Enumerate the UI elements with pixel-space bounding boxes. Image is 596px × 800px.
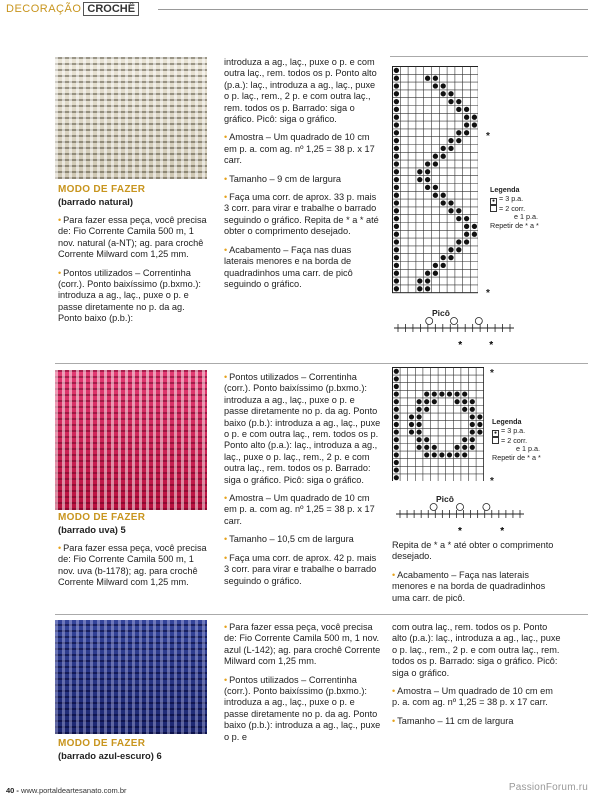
pico-label: Picô: [432, 308, 450, 318]
legend-repeat: Repetir de * a *: [490, 220, 539, 230]
filled-stitch-icon: [470, 422, 475, 427]
filled-stitch-icon: [394, 232, 399, 237]
pico-loop-icon: [430, 504, 437, 511]
paragraph: • Amostra – Um quadrado de 10 cm em p. a. com ag. nº 1,25 = 38 p. x 17 carr.: [224, 493, 375, 526]
filled-stitch-icon: [394, 224, 399, 229]
filled-stitch-icon: [394, 255, 399, 260]
filled-stitch-icon: [433, 161, 438, 166]
filled-stitch-icon: [462, 392, 467, 397]
filled-stitch-icon: [433, 263, 438, 268]
filled-stitch-icon: [425, 286, 430, 291]
paragraph: • Faça uma corr. de aprox. 33 p. mais 3 corr. para virar e trabalhe o barrado seguindo o gráfico. Repita de * a * até obter o comprimento desejado.: [224, 192, 379, 237]
filled-stitch-icon: [409, 430, 414, 435]
filled-stitch-icon: [456, 216, 461, 221]
filled-stitch-icon: [394, 146, 399, 151]
filled-stitch-icon: [394, 68, 399, 73]
bullet-icon: •: [224, 622, 228, 632]
paragraph: • Amostra – Um quadrado de 10 cm em p. a. com ag. nº 1,25 = 38 p. x 17 carr.: [224, 132, 375, 166]
filled-stitch-icon: [456, 99, 461, 104]
filled-stitch-icon: [464, 232, 469, 237]
filled-stitch-icon: [394, 430, 399, 435]
paragraph: • Pontos utilizados – Correntinha (corr.). Ponto baixíssimo (p.bxmo.): introduza a ag., laç., puxe o p. e passe diretamente no p. da ag. Ponto baixo (p.b.): introduza a ag., laç., puxe o p. e com outra laç., rem. todos os p. Ponto alto (p.a.): laç., introduza a ag., laç., puxe o p. laç., rem., 2 p. e com outra laç., rem. todos os p. Barrado: siga o gráfico. Picô: siga o gráfico.: [224, 372, 381, 485]
filled-stitch-icon: [424, 399, 429, 404]
filled-stitch-icon: [394, 407, 399, 412]
header-rule: [158, 9, 588, 10]
filled-square-icon: [490, 198, 497, 205]
filled-stitch-icon: [470, 407, 475, 412]
filled-stitch-icon: [470, 399, 475, 404]
paragraph: • Tamanho – 9 cm de largura: [224, 173, 341, 184]
filled-stitch-icon: [433, 83, 438, 88]
filled-stitch-icon: [394, 91, 399, 96]
watermark: PassionForum.ru: [508, 782, 588, 793]
filled-stitch-icon: [417, 422, 422, 427]
filled-stitch-icon: [470, 437, 475, 442]
item3-col1: [58, 738, 218, 769]
bullet-icon: •: [392, 715, 396, 726]
bullet-icon: •: [224, 552, 228, 563]
paragraph: • Pontos utilizados – Correntinha (corr.). Ponto baixíssimo (p.bxmo.): introduza a ag., laç., puxe o p. e passe diretamente no p. da ag. Ponto baixo (p.b.):: [58, 267, 201, 324]
repeat-star: *: [458, 526, 462, 536]
filled-stitch-icon: [448, 200, 453, 205]
filled-stitch-icon: [394, 475, 399, 480]
filled-stitch-icon: [456, 208, 461, 213]
filled-stitch-icon: [409, 422, 414, 427]
filled-stitch-icon: [424, 437, 429, 442]
filled-stitch-icon: [417, 169, 422, 174]
filled-stitch-icon: [456, 138, 461, 143]
filled-stitch-icon: [464, 130, 469, 135]
grid-border: [393, 67, 479, 293]
filled-stitch-icon: [448, 99, 453, 104]
category-label: CROCHÊ: [83, 2, 139, 16]
item3-col3: [392, 622, 562, 734]
filled-stitch-icon: [394, 247, 399, 252]
filled-stitch-icon: [456, 130, 461, 135]
filled-stitch-icon: [394, 445, 399, 450]
item1-col1: [58, 184, 208, 332]
filled-stitch-icon: [394, 208, 399, 213]
filled-stitch-icon: [394, 122, 399, 127]
filled-stitch-icon: [394, 399, 399, 404]
filled-stitch-icon: [472, 115, 477, 120]
filled-stitch-icon: [424, 452, 429, 457]
filled-stitch-icon: [441, 255, 446, 260]
filled-stitch-icon: [432, 452, 437, 457]
filled-stitch-icon: [441, 263, 446, 268]
filled-stitch-icon: [439, 452, 444, 457]
filled-stitch-icon: [394, 130, 399, 135]
filet-chart-2: [392, 367, 484, 481]
repeat-star: *: [500, 526, 505, 536]
pico-loop-icon: [483, 504, 490, 511]
paragraph: • Amostra – Um quadrado de 10 cm em p. a. com ag. nº 1,25 = 38 p. x 17 carr.: [392, 686, 553, 708]
filled-stitch-icon: [462, 437, 467, 442]
filled-stitch-icon: [417, 286, 422, 291]
pico-loop-icon: [451, 318, 458, 325]
filled-stitch-icon: [425, 161, 430, 166]
filled-stitch-icon: [394, 239, 399, 244]
bullet-icon: •: [58, 267, 62, 278]
bullet-icon: •: [224, 132, 228, 143]
filled-stitch-icon: [432, 445, 437, 450]
filled-stitch-icon: [433, 193, 438, 198]
filled-stitch-icon: [417, 407, 422, 412]
filled-square-icon: [492, 430, 499, 437]
filled-stitch-icon: [472, 232, 477, 237]
bullet-icon: •: [224, 372, 228, 382]
legend-empty: = 2 corr.: [492, 437, 592, 446]
filled-stitch-icon: [441, 193, 446, 198]
filled-stitch-icon: [424, 445, 429, 450]
filled-stitch-icon: [470, 430, 475, 435]
filled-stitch-icon: [394, 99, 399, 104]
filled-stitch-icon: [455, 452, 460, 457]
filled-stitch-icon: [394, 452, 399, 457]
item2-col3: [392, 540, 562, 611]
filled-stitch-icon: [424, 407, 429, 412]
legend-2: [492, 418, 592, 462]
filled-stitch-icon: [394, 107, 399, 112]
filled-stitch-icon: [477, 414, 482, 419]
paragraph: • Tamanho – 11 cm de largura: [392, 715, 514, 726]
filled-stitch-icon: [464, 122, 469, 127]
filled-stitch-icon: [394, 83, 399, 88]
filled-stitch-icon: [394, 216, 399, 221]
legend-empty-2: e 1 p.a.: [516, 444, 540, 454]
filled-stitch-icon: [424, 392, 429, 397]
bullet-icon: •: [224, 534, 228, 545]
legend-empty: = 2 corr.: [490, 205, 590, 214]
paragraph: • Para fazer essa peça, você precisa de: Fio Corrente Camila 500 m, 1 nov. azul (L-142); ag. para crochê Corrente Milward com 1,25 mm.: [224, 622, 381, 667]
paragraph: • Faça uma corr. de aprox. 42 p. mais 3 corr. para virar e trabalhe o barrado seguindo o gráfico.: [224, 552, 377, 586]
filled-stitch-icon: [394, 437, 399, 442]
filled-stitch-icon: [441, 154, 446, 159]
filled-stitch-icon: [417, 278, 422, 283]
navy-lace-photo: [55, 620, 207, 734]
filled-stitch-icon: [394, 154, 399, 159]
section-label: DECORAÇÃO: [6, 3, 82, 15]
item1-col2: [224, 57, 381, 297]
natural-lace-photo: [55, 57, 207, 179]
filled-stitch-icon: [394, 286, 399, 291]
item2-col1: [58, 512, 208, 596]
section-rule: [55, 363, 588, 364]
filled-stitch-icon: [447, 392, 452, 397]
modo-subtitle: (barrado natural): [58, 196, 134, 207]
pico-loop-icon: [426, 318, 433, 325]
filled-stitch-icon: [448, 146, 453, 151]
filled-stitch-icon: [394, 414, 399, 419]
item2-col2: [224, 372, 381, 594]
filled-stitch-icon: [441, 146, 446, 151]
filled-stitch-icon: [477, 430, 482, 435]
bullet-icon: •: [224, 493, 228, 504]
filled-stitch-icon: [464, 107, 469, 112]
bullet-icon: •: [58, 215, 62, 225]
filled-stitch-icon: [448, 255, 453, 260]
paragraph: • Acabamento – Faça nas laterais menores e na borda de quadradinhos uma carr. de picô.: [392, 569, 546, 603]
bullet-icon: •: [224, 173, 228, 184]
pico-loop-icon: [475, 318, 482, 325]
filled-stitch-icon: [472, 122, 477, 127]
bullet-icon: •: [224, 674, 228, 685]
filled-stitch-icon: [432, 399, 437, 404]
filled-stitch-icon: [417, 177, 422, 182]
filled-stitch-icon: [462, 407, 467, 412]
filled-stitch-icon: [394, 384, 399, 389]
site-link[interactable]: www.portaldeartesanato.com.br: [21, 786, 127, 795]
filled-stitch-icon: [394, 169, 399, 174]
filled-stitch-icon: [456, 107, 461, 112]
filled-stitch-icon: [462, 452, 467, 457]
filled-stitch-icon: [409, 414, 414, 419]
filled-stitch-icon: [448, 138, 453, 143]
filled-stitch-icon: [464, 216, 469, 221]
item3-col2: [224, 622, 381, 750]
section-header: [6, 2, 139, 16]
filled-stitch-icon: [441, 91, 446, 96]
filled-stitch-icon: [417, 430, 422, 435]
filled-stitch-icon: [433, 76, 438, 81]
filled-stitch-icon: [394, 76, 399, 81]
paragraph: • Acabamento – Faça nas duas laterais menores e na borda de quadradinhos uma carr. de picô seguindo o gráfico.: [224, 244, 353, 289]
filled-stitch-icon: [441, 200, 446, 205]
filled-stitch-icon: [470, 445, 475, 450]
empty-square-icon: [490, 205, 497, 212]
filled-stitch-icon: [456, 247, 461, 252]
filled-stitch-icon: [464, 239, 469, 244]
legend-filled: ●= 3 p.a.: [490, 195, 590, 205]
filled-stitch-icon: [455, 392, 460, 397]
filled-stitch-icon: [394, 271, 399, 276]
filled-stitch-icon: [425, 278, 430, 283]
filled-stitch-icon: [394, 200, 399, 205]
filled-stitch-icon: [448, 247, 453, 252]
page-footer: [6, 786, 127, 795]
paragraph: Repita de * a * até obter o comprimento desejado.: [392, 540, 554, 562]
filled-stitch-icon: [417, 437, 422, 442]
repeat-star: *: [490, 368, 494, 379]
filled-stitch-icon: [464, 224, 469, 229]
filled-stitch-icon: [477, 422, 482, 427]
repeat-star: *: [458, 340, 463, 351]
filled-stitch-icon: [455, 445, 460, 450]
legend-filled: ●= 3 p.a.: [492, 427, 592, 437]
filled-stitch-icon: [433, 185, 438, 190]
paragraph: • Pontos utilizados – Correntinha (corr.). Ponto baixíssimo (p.bxmo.): introduza a ag., laç., puxe o p. e passe diretamente no p. da ag. Ponto baixo (p.b.): introduza a ag., laç., puxe o p. e: [224, 674, 381, 742]
filled-stitch-icon: [425, 76, 430, 81]
filled-stitch-icon: [470, 414, 475, 419]
filled-stitch-icon: [394, 193, 399, 198]
filled-stitch-icon: [394, 278, 399, 283]
grape-lace-photo: [55, 370, 207, 510]
filled-stitch-icon: [394, 376, 399, 381]
paragraph: introduza a ag., laç., puxe o p. e com outra laç., rem. todos os p. Ponto alto (p.a.): laç., introduza a ag., laç., puxe o p. laç., rem., 2 p. e com outra laç., rem. todos os p. Barrado: siga o gráfico. Picô: siga o gráfico.: [224, 57, 377, 125]
filled-stitch-icon: [394, 392, 399, 397]
pico-diagram-1: [392, 316, 516, 354]
paragraph: • Para fazer essa peça, você precisa de: Fio Corrente Camila 500 m, 1 nov. uva (b-1178); ag. para crochê Corrente Milward com 1,25 mm.: [58, 543, 207, 588]
empty-square-icon: [492, 437, 499, 444]
bullet-icon: •: [392, 569, 396, 580]
filled-stitch-icon: [441, 83, 446, 88]
filled-stitch-icon: [394, 161, 399, 166]
repeat-star: *: [486, 288, 490, 299]
filled-stitch-icon: [464, 115, 469, 120]
filled-stitch-icon: [394, 422, 399, 427]
bullet-icon: •: [224, 244, 228, 255]
paragraph: • Tamanho – 10,5 cm de largura: [224, 534, 354, 545]
bullet-icon: •: [224, 192, 228, 203]
page-number: 40 -: [6, 786, 19, 795]
repeat-star: *: [486, 131, 490, 142]
filled-stitch-icon: [394, 177, 399, 182]
filled-stitch-icon: [394, 185, 399, 190]
repeat-star: *: [489, 340, 494, 351]
filled-stitch-icon: [462, 445, 467, 450]
pico-label: Picô: [436, 494, 454, 504]
filled-stitch-icon: [432, 392, 437, 397]
filled-stitch-icon: [425, 185, 430, 190]
filled-stitch-icon: [425, 177, 430, 182]
modo-subtitle: (barrado azul-escuro) 6: [58, 750, 162, 761]
filled-stitch-icon: [394, 263, 399, 268]
filled-stitch-icon: [472, 224, 477, 229]
filled-stitch-icon: [439, 392, 444, 397]
filled-stitch-icon: [447, 452, 452, 457]
pico-diagram-2: [394, 502, 526, 536]
filled-stitch-icon: [425, 169, 430, 174]
legend-1: [490, 186, 590, 230]
filled-stitch-icon: [462, 399, 467, 404]
filled-stitch-icon: [394, 468, 399, 473]
legend-title: Legenda: [492, 417, 522, 426]
filled-stitch-icon: [394, 138, 399, 143]
filled-stitch-icon: [456, 239, 461, 244]
filled-stitch-icon: [394, 115, 399, 120]
section-rule: [390, 56, 588, 57]
paragraph: • Para fazer essa peça, você precisa de: Fio Corrente Camila 500 m, 1 nov. natural (a-NT); ag. para crochê Corrente Milward com 1,25 mm.: [58, 215, 207, 260]
modo-title: MODO DE FAZER: [58, 738, 146, 749]
modo-subtitle: (barrado uva) 5: [58, 524, 126, 535]
legend-empty-2: e 1 p.a.: [514, 212, 538, 222]
pico-loop-icon: [457, 504, 464, 511]
filled-stitch-icon: [417, 399, 422, 404]
legend-repeat: Repetir de * a *: [492, 452, 541, 462]
bullet-icon: •: [58, 543, 62, 553]
filled-stitch-icon: [448, 208, 453, 213]
section-rule: [55, 614, 588, 615]
legend-title: Legenda: [490, 185, 520, 194]
filled-stitch-icon: [433, 271, 438, 276]
repeat-star: *: [490, 476, 494, 487]
filled-stitch-icon: [394, 460, 399, 465]
filled-stitch-icon: [448, 91, 453, 96]
filled-stitch-icon: [455, 399, 460, 404]
paragraph: com outra laç., rem. todos os p. Ponto alto (p.a.): laç., introduza a ag., laç., puxe o p. laç., rem., 2 p. e com outra laç., rem. todos os p. Barrado: siga o gráfico. Picô: siga o gráfico.: [392, 622, 561, 678]
modo-title: MODO DE FAZER: [58, 184, 146, 195]
filled-stitch-icon: [417, 445, 422, 450]
filet-chart-1: [392, 66, 478, 300]
filled-stitch-icon: [417, 414, 422, 419]
filled-stitch-icon: [425, 271, 430, 276]
filled-stitch-icon: [394, 369, 399, 374]
bullet-icon: •: [392, 686, 396, 697]
modo-title: MODO DE FAZER: [58, 512, 146, 523]
filled-stitch-icon: [433, 154, 438, 159]
